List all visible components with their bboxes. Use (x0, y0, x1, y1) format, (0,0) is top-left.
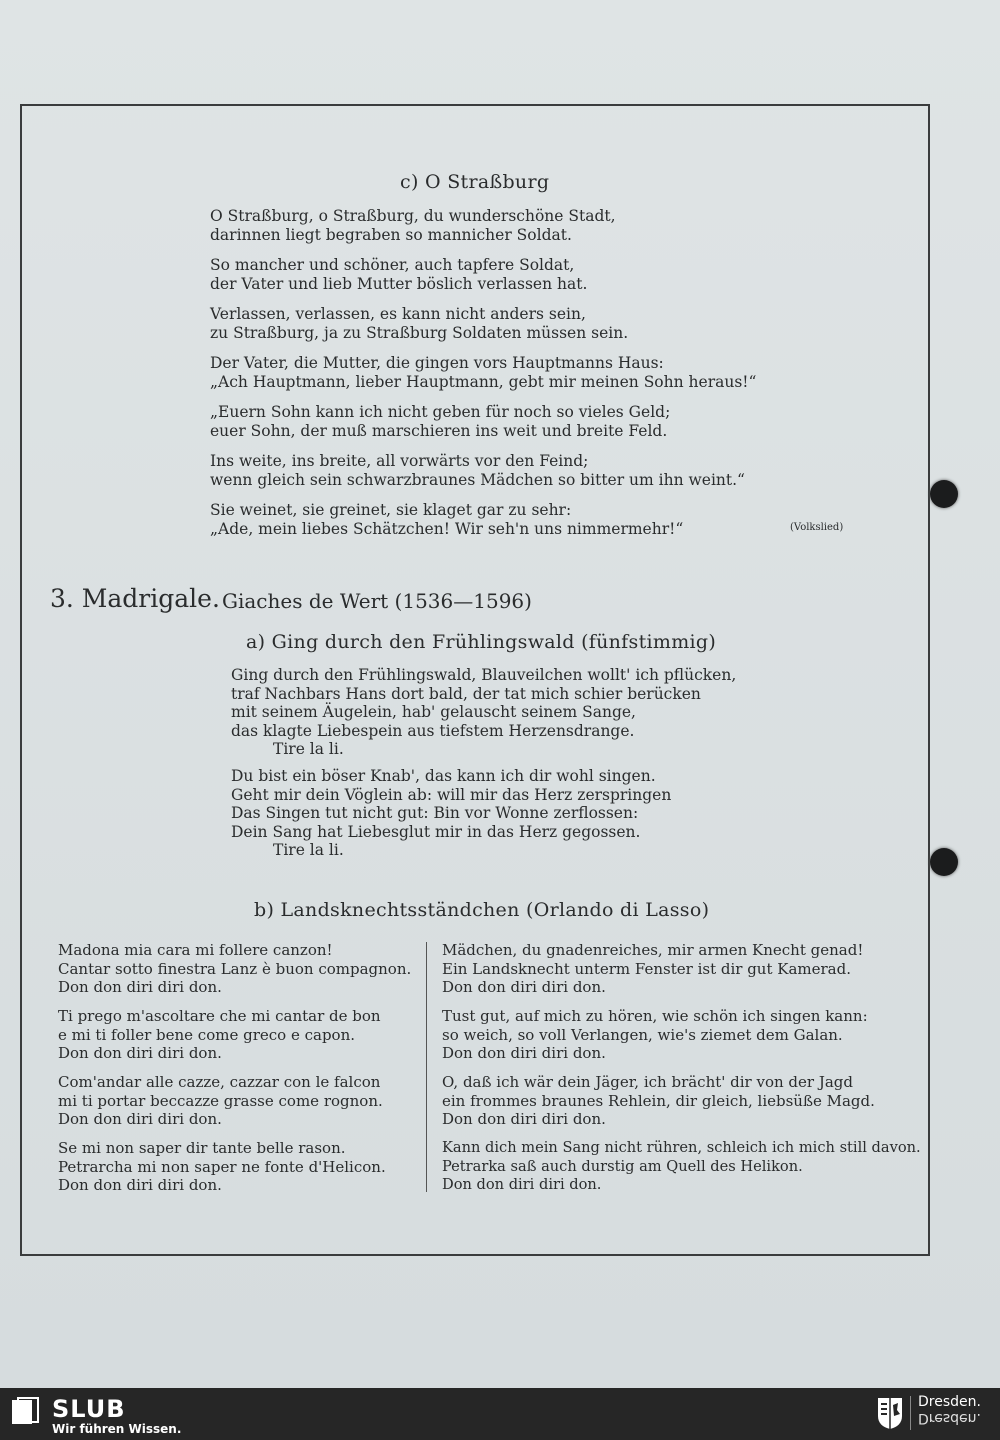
song-c-stanza-7 (210, 501, 683, 538)
verse-line: Se mi non saper dir tante belle rason. (58, 1139, 346, 1157)
verse-line: Don don diri diri don. (442, 1110, 606, 1128)
verse-line: Ti prego m'ascoltare che mi cantar de bon (58, 1007, 381, 1025)
dresden-wordmark[interactable]: Dresden. (918, 1394, 981, 1410)
song-b-right-stanza-4 (442, 1139, 921, 1195)
verse-line: Kann dich mein Sang nicht rühren, schleich ich mich still davon. (442, 1139, 921, 1156)
song-b-left-stanza-1 (58, 941, 411, 997)
verse-line: das klagte Liebespein aus tiefstem Herzensdrange. (231, 721, 635, 740)
song-c-credit: (Volkslied) (790, 522, 844, 533)
song-b-left-stanza-4 (58, 1139, 386, 1195)
dresden-emblem-icon (876, 1396, 904, 1430)
song-b-title: b) Landsknechtsständchen (Orlando di Lasso) (254, 899, 710, 921)
verse-line: Don don diri diri don. (442, 1044, 606, 1062)
verse-line: Ging durch den Frühlingswald, Blauveilchen wollt' ich pflücken, (231, 666, 737, 684)
song-c-stanza-5 (210, 403, 670, 440)
verse-line: so weich, so voll Verlangen, wie's ziemet dem Galan. (442, 1025, 843, 1044)
verse-line: Don don diri diri don. (442, 978, 606, 996)
slub-claim: Wir führen Wissen. (52, 1422, 182, 1436)
slub-brand[interactable]: SLUB (52, 1395, 126, 1423)
song-b-right-stanza-1 (442, 941, 863, 997)
verse-line: zu Straßburg, ja zu Straßburg Soldaten müssen sein. (210, 323, 629, 342)
dresden-wordmark-reflection: Dresden. (918, 1410, 981, 1426)
verse-line: Das Singen tut nicht gut: Bin vor Wonne zerflossen: (231, 804, 639, 822)
verse-line: „Euern Sohn kann ich nicht geben für noch so vieles Geld; (210, 403, 671, 421)
verse-line: e mi ti foller bene come greco e capon. (58, 1025, 356, 1044)
footer-separator (910, 1396, 911, 1430)
verse-line: Madona mia cara mi follere canzon! (58, 941, 333, 959)
verse-line: mi ti portar beccazze grasse come rognon. (58, 1091, 383, 1110)
verse-line: Mädchen, du gnadenreiches, mir armen Knecht genad! (442, 941, 864, 959)
verse-line: Com'andar alle cazze, cazzar con le falcon (58, 1073, 381, 1091)
section-heading: 3. Madrigale. (50, 584, 220, 613)
verse-line: Geht mir dein Vöglein ab: will mir das Herz zerspringen (231, 785, 672, 804)
song-a-stanza-2 (231, 767, 671, 860)
verse-line: Don don diri diri don. (58, 1110, 222, 1128)
verse-line: traf Nachbars Hans dort bald, der tat mich schier berücken (231, 684, 701, 703)
song-a-title (246, 631, 716, 653)
verse-line: O Straßburg, o Straßburg, du wunderschöne Stadt, (210, 207, 616, 225)
section-composer: Giaches de Wert (1536—1596) (222, 589, 532, 613)
punch-hole-lower (930, 848, 958, 876)
verse-line: der Vater und lieb Mutter böslich verlassen hat. (210, 274, 588, 293)
verse-line: wenn gleich sein schwarzbraunes Mädchen so bitter um ihn weint.“ (210, 470, 745, 489)
song-b-right-stanza-2 (442, 1007, 868, 1063)
song-b-left-stanza-2 (58, 1007, 381, 1063)
verse-line: Ein Landsknecht unterm Fenster ist dir gut Kamerad. (442, 959, 851, 978)
verse-line: Verlassen, verlassen, es kann nicht anders sein, (210, 305, 586, 323)
verse-line: ein frommes braunes Rehlein, dir gleich, liebsüße Magd. (442, 1091, 875, 1110)
song-b-left-stanza-3 (58, 1073, 383, 1129)
verse-line: euer Sohn, der muß marschieren ins weit und breite Feld. (210, 421, 668, 440)
verse-line: Sie weinet, sie greinet, sie klaget gar zu sehr: (210, 501, 572, 519)
verse-line: Tust gut, auf mich zu hören, wie schön ich singen kann: (442, 1007, 868, 1025)
verse-line: darinnen liegt begraben so mannicher Soldat. (210, 225, 572, 244)
refrain-line: Tire la li. (273, 841, 344, 859)
verse-line: Don don diri diri don. (58, 1044, 222, 1062)
song-c-stanza-1 (210, 207, 616, 244)
footer-bar (0, 1388, 1000, 1440)
slub-logo-icon[interactable] (10, 1396, 40, 1426)
verse-line: Ins weite, ins breite, all vorwärts vor den Feind; (210, 452, 589, 470)
verse-line: So mancher und schöner, auch tapfere Soldat, (210, 256, 575, 274)
punch-hole-upper (930, 480, 958, 508)
verse-line: Don don diri diri don. (58, 978, 222, 996)
verse-line: Don don diri diri don. (58, 1176, 222, 1194)
song-c-title: c) O Straßburg (400, 171, 550, 193)
song-a-title-text: a) Ging durch den Frühlingswald (fünfstimmig) (246, 631, 717, 653)
verse-line: Cantar sotto finestra Lanz è buon compagnon. (58, 959, 412, 978)
refrain-line: Tire la li. (273, 740, 344, 758)
song-b-right-stanza-3 (442, 1073, 875, 1129)
verse-line: Don don diri diri don. (442, 1176, 602, 1193)
verse-line: O, daß ich wär dein Jäger, ich brächt' dir von der Jagd (442, 1073, 854, 1091)
song-a-stanza-1 (231, 666, 736, 759)
verse-line: Petrarcha mi non saper ne fonte d'Helicon. (58, 1157, 386, 1176)
verse-line: „Ach Hauptmann, lieber Hauptmann, gebt mir meinen Sohn heraus!“ (210, 372, 757, 391)
song-c-stanza-3 (210, 305, 628, 342)
verse-line: Du bist ein böser Knab', das kann ich dir wohl singen. (231, 767, 656, 785)
verse-line: Der Vater, die Mutter, die gingen vors Hauptmanns Haus: (210, 354, 664, 372)
verse-line: Dein Sang hat Liebesglut mir in das Herz gegossen. (231, 822, 641, 841)
song-c-stanza-6 (210, 452, 745, 489)
column-divider (426, 942, 427, 1192)
verse-line: mit seinem Äugelein, hab' gelauscht seinem Sange, (231, 703, 636, 721)
verse-line: „Ade, mein liebes Schätzchen! Wir seh'n uns nimmermehr!“ (210, 519, 684, 538)
verse-line: Petrarka saß auch durstig am Quell des Helikon. (442, 1157, 803, 1175)
song-c-stanza-2 (210, 256, 587, 293)
song-c-stanza-4 (210, 354, 756, 391)
